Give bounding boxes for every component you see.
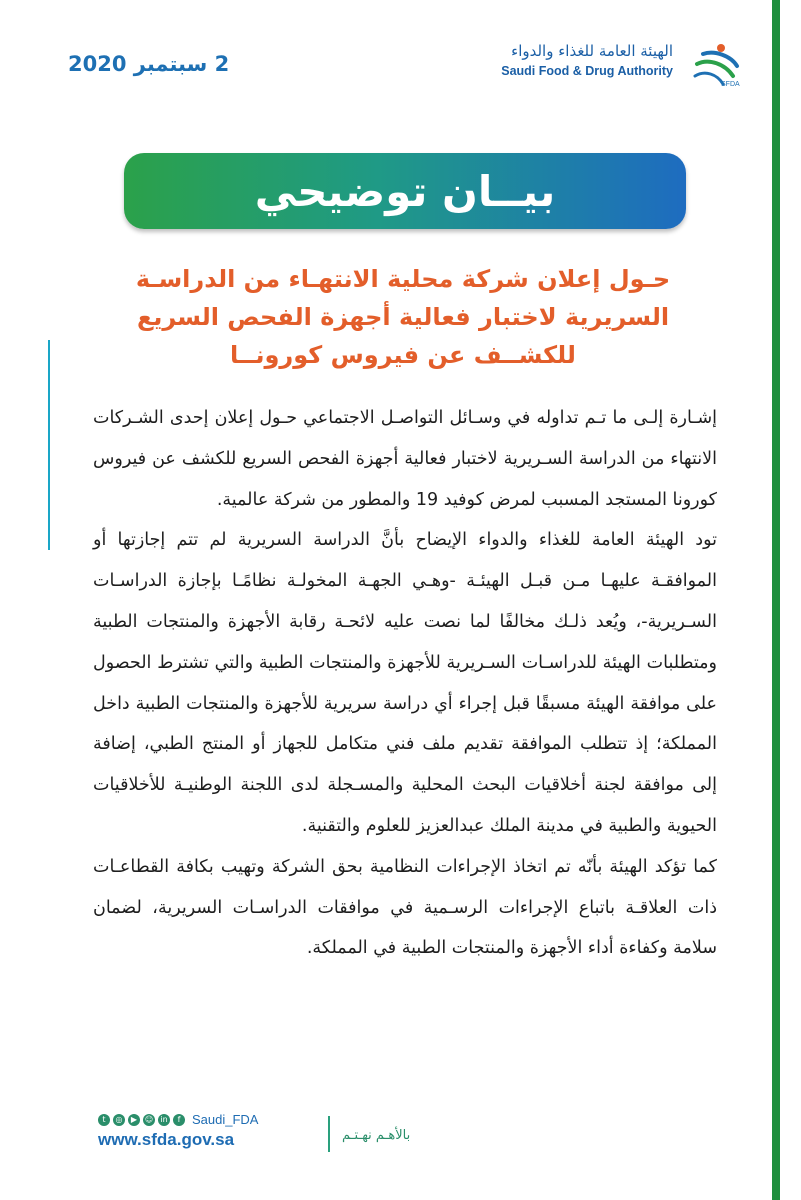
facebook-icon[interactable]: f bbox=[173, 1114, 185, 1126]
right-border-bar bbox=[772, 0, 780, 1200]
social-handle[interactable]: Saudi_FDA bbox=[192, 1112, 259, 1127]
logo-english-text: Saudi Food & Drug Authority bbox=[501, 64, 673, 78]
body-paragraph: كما تؤكد الهيئة بأنّه تم اتخاذ الإجراءات النظامية بحق الشركة وتهيب بكافة القطاعـات ذات العلاقـة باتباع الإجراءات الرسـمية في موافقات الدراسـات السريرية، لضمان سلامة وكفاءة أداء الأجهزة والمنتجات الطبية في المملكة. bbox=[93, 856, 717, 959]
subtitle-line: حـول إعلان شركة محلية الانتهـاء من الدراسـة bbox=[135, 265, 671, 293]
slogan: بالأهـم نهـتـم bbox=[342, 1128, 411, 1143]
title-banner bbox=[124, 153, 686, 229]
linkedin-icon[interactable]: in bbox=[158, 1114, 170, 1126]
website-link[interactable]: www.sfda.gov.sa bbox=[98, 1130, 235, 1149]
date: 2 سبتمبر 2020 bbox=[68, 52, 230, 76]
logo-abbr: SFDA bbox=[721, 81, 740, 88]
statement-body bbox=[93, 398, 717, 969]
subtitle-line: للكشــف عن فيروس كورونــا bbox=[230, 341, 576, 369]
subtitle bbox=[123, 260, 683, 374]
logo-arabic-text: الهيئة العامة للغذاء والدواء bbox=[511, 42, 673, 60]
subtitle-line: السريرية لاختبار فعالية أجهزة الفحص السريع bbox=[136, 303, 670, 331]
youtube-icon[interactable]: ▶ bbox=[128, 1114, 140, 1126]
twitter-icon[interactable]: t bbox=[98, 1114, 110, 1126]
instagram-icon[interactable]: ◎ bbox=[113, 1114, 125, 1126]
social-links bbox=[98, 1112, 258, 1127]
sfda-emblem-icon bbox=[681, 40, 745, 90]
sfda-logo bbox=[455, 40, 745, 90]
left-accent-line bbox=[48, 340, 50, 550]
footer bbox=[98, 1110, 411, 1158]
snapchat-icon[interactable]: ☺ bbox=[144, 1114, 154, 1124]
banner-title: بيــان توضيحي bbox=[254, 166, 556, 216]
body-paragraph: تود الهيئة العامة للغذاء والدواء الإيضاح بأنَّ الدراسة السريرية لم تتم إجازتها أو الموافقـة عليهـا مـن قبـل الهيئـة -وهـي الجهـة المخولـة نظامًـا بإجازة الدراسـات السـريرية-، ويُعد ذلـك مخالفًا لما نصت عليه لائحـة رقابة الأجهزة والمنتجات الطبية ومتطلبات الهيئة للدراسـات السـريرية للأجهزة والمنتجات الطبية والتي تشترط الحصول على موافقة الهيئة مسبقًا قبل إجراء أي دراسة سريرية للأجهزة والمنتجات الطبية داخل المملكة؛ إذ تتطلب الموافقة تقديم ملف فني متكامل للجهاز أو المنتج الطبي، إضافة إلى موافقة لجنة أخلاقيات البحث المحلية والمسـجلة لدى اللجنة الوطنيـة للأخلاقيات الحيوية والطبية في مدينة الملك عبدالعزيز للعلوم والتقنية. bbox=[93, 530, 717, 836]
body-paragraph: إشـارة إلـى ما تـم تداوله في وسـائل التواصـل الاجتماعي حـول إعلان إحدى الشـركات الانتهاء من الدراسة السـريرية لاختبار فعالية أجهزة الفحص السريع للكشف عن فيروس كورونا المستجد المسبب لمرض كوفيد 19 والمطور من شركة عالمية. bbox=[93, 408, 717, 510]
footer-divider bbox=[328, 1116, 330, 1152]
